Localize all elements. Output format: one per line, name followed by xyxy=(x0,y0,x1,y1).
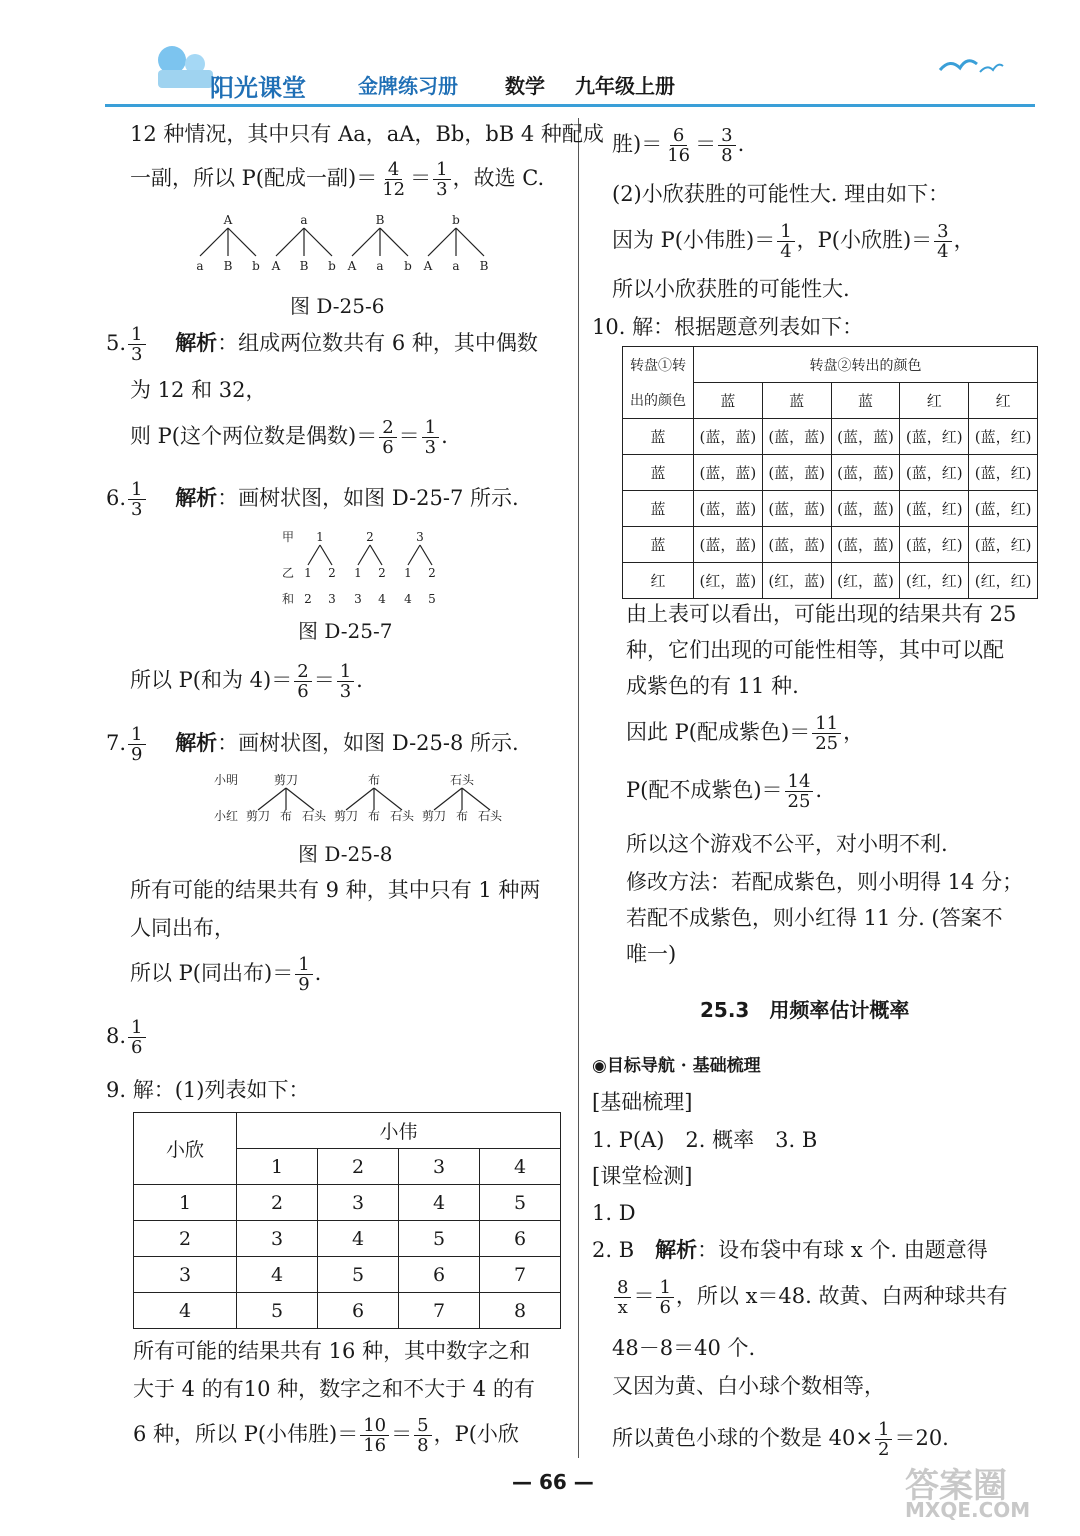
tree-leaf: b xyxy=(404,259,412,273)
tree-leaf: a xyxy=(376,259,384,273)
tree-leaf: 1 xyxy=(304,566,312,580)
table-row: 3 4 5 6 7 xyxy=(134,1257,561,1293)
tree-leaf: B xyxy=(299,259,309,273)
right-line-4: 所以小欣获胜的可能性大. xyxy=(612,277,850,301)
tree-branch xyxy=(408,545,420,565)
tree-leaf: 剪刀 xyxy=(245,809,271,823)
col-value: 3 xyxy=(399,1149,480,1185)
table-row: 红 (红，蓝) (红，蓝) (红，蓝) (红，红) (红，红) xyxy=(623,563,1038,599)
tree-leaf: 2 xyxy=(378,566,386,580)
tree-leaf: b xyxy=(328,259,336,273)
check-2: 2. B 解析：设布袋中有球 x 个. 由题意得 xyxy=(592,1238,988,1262)
tree-root: a xyxy=(300,213,308,227)
column-divider xyxy=(578,118,579,1458)
tree-branch xyxy=(276,228,304,256)
tree-root: 剪刀 xyxy=(273,773,299,787)
q10-para-9: 唯一) xyxy=(626,942,677,966)
answers-basic: 1. P(A) 2. 概率 3. B xyxy=(592,1128,818,1152)
sum-value: 4 xyxy=(404,592,412,606)
table-row: 蓝 (蓝，蓝) (蓝，蓝) (蓝，蓝) (蓝，红) (蓝，红) xyxy=(623,455,1038,491)
col-value: 2 xyxy=(318,1149,399,1185)
page-number: — 66 — xyxy=(512,1470,594,1494)
q5-line-2: 为 12 和 32， xyxy=(130,378,267,402)
book-title: 金牌练习册 xyxy=(358,74,458,98)
q9-line-3: 6 种，所以 P(小伟胜)＝ $\frac{10}{16}$ ＝ $\frac{5}{8}$ ，P(小欣 xyxy=(133,1415,519,1456)
tag-check: [课堂检测] xyxy=(592,1164,693,1188)
watermark-logo: 答案圈 xyxy=(905,1466,1007,1506)
row-label: 甲 xyxy=(281,530,295,544)
nav-heading: ◉目标导航 · 基础梳理 xyxy=(592,1056,761,1076)
tree-root: 布 xyxy=(367,773,381,787)
tree-leaf: a xyxy=(452,259,460,273)
tree-root: 3 xyxy=(416,530,424,544)
right-line-3: 因为 P(小伟胜)＝ $\frac{1}{4}$ ，P(小欣胜)＝ $\frac{3}{4}$ ， xyxy=(612,221,975,262)
col-header: 小伟 xyxy=(237,1113,561,1149)
subject: 数学 xyxy=(505,74,545,98)
q10-para-2: 种，它们出现的可能性相等，其中可以配 xyxy=(626,638,1004,662)
q10-para-5: P(配不成紫色)＝ $\frac{14}{25}$ . xyxy=(626,771,823,812)
tree-branch xyxy=(200,228,228,256)
row-label: 乙 xyxy=(281,566,295,580)
tree-leaf: A xyxy=(423,259,433,273)
q10-para-7: 修改方法：若配成紫色，则小明得 14 分； xyxy=(626,870,1024,894)
tree-branch xyxy=(320,545,332,565)
tree-leaf: A xyxy=(271,259,281,273)
left-line-2: 一副，所以 P(配成一副)＝ $\frac{4}{12}$ ＝ $\frac{1}{3}$ ，故选 C. xyxy=(130,159,545,200)
tree-leaf: a xyxy=(196,259,204,273)
tree-root: 石头 xyxy=(449,773,475,787)
tree-branch xyxy=(380,228,408,256)
tree-diagram-d-25-8 xyxy=(212,772,502,827)
row-label: 小明 xyxy=(213,773,239,787)
tree-branch xyxy=(228,228,256,256)
q10-para-4: 因此 P(配成紫色)＝ $\frac{11}{25}$ ， xyxy=(626,713,865,754)
tree-leaf: 1 xyxy=(404,566,412,580)
tree-branch xyxy=(434,788,462,810)
tree-root: B xyxy=(375,213,385,227)
check-2-line-3: 48－8＝40 个. xyxy=(612,1336,756,1360)
q6-line-1: 6. $\frac{1}{3}$ 解析：画树状图，如图 D-25-7 所示. xyxy=(106,479,519,520)
check-2-line-4: 又因为黄、白小球个数相等， xyxy=(612,1374,885,1398)
col-value: 4 xyxy=(480,1149,561,1185)
tree-diagram-d-25-7 xyxy=(278,525,458,610)
sum-table xyxy=(133,1112,561,1329)
tree-leaf: 石头 xyxy=(301,809,327,823)
section-title: 25.3 用频率估计概率 xyxy=(700,998,910,1022)
tree-leaf: 布 xyxy=(279,809,293,823)
q7-line-4: 所以 P(同出布)＝ $\frac{1}{9}$ . xyxy=(130,954,322,995)
tree-branch xyxy=(462,788,490,810)
q10-title: 10. 解：根据题意列表如下： xyxy=(592,315,864,339)
tree-branch xyxy=(358,545,370,565)
table-row: 蓝 (蓝，蓝) (蓝，蓝) (蓝，蓝) (蓝，红) (蓝，红) xyxy=(623,491,1038,527)
q9-line-1: 所有可能的结果共有 16 种，其中数字之和 xyxy=(133,1339,531,1363)
tree-leaf: B xyxy=(479,259,489,273)
color-table: 转盘①转 转盘②转出的颜色 出的颜色 蓝 蓝 蓝 红 红 蓝 (蓝，蓝) (蓝，蓝) (蓝，蓝) (蓝，红) (蓝，红) 蓝 (蓝，蓝) (蓝，蓝) (蓝，蓝) (蓝，红) (蓝，红) 蓝 (蓝，蓝) (蓝，蓝) (蓝，蓝) (蓝，红) (蓝，红) 蓝 (蓝，蓝) (蓝，蓝) (蓝，蓝) (蓝，红) (蓝，红) 红 (红，蓝) (红，蓝) (红，蓝) (红，红) (红，红) xyxy=(622,346,1038,599)
tree-branch xyxy=(308,545,320,565)
row-header: 小欣 xyxy=(134,1113,237,1185)
tree-branch xyxy=(258,788,286,810)
table-row: 4 5 6 7 8 xyxy=(134,1293,561,1329)
table-row: 蓝 (蓝，蓝) (蓝，蓝) (蓝，蓝) (蓝，红) (蓝，红) xyxy=(623,527,1038,563)
q7-line-2: 所有可能的结果共有 9 种，其中只有 1 种两 xyxy=(130,878,541,902)
tree-branch xyxy=(286,788,314,810)
sum-value: 5 xyxy=(428,592,436,606)
sum-value: 4 xyxy=(378,592,386,606)
target-icon: ◉ xyxy=(592,1056,607,1076)
row-label: 和 xyxy=(281,592,295,606)
table-row: 蓝 (蓝，蓝) (蓝，蓝) (蓝，蓝) (蓝，红) (蓝，红) xyxy=(623,419,1038,455)
tree-leaf: 剪刀 xyxy=(333,809,359,823)
check-2-line-5: 所以黄色小球的个数是 40× $\frac{1}{2}$ ＝20. xyxy=(612,1419,949,1460)
q5-line-1: 5. $\frac{1}{3}$ 解析：组成两位数共有 6 种，其中偶数 xyxy=(106,324,538,365)
tree-leaf: 石头 xyxy=(477,809,502,823)
tree-leaf: b xyxy=(252,259,260,273)
figure-caption-6: 图 D-25-6 xyxy=(290,294,385,318)
q10-para-6: 所以这个游戏不公平，对小明不利. xyxy=(626,832,948,856)
tree-root: 1 xyxy=(316,530,324,544)
q9-title: 9. 解：(1)列表如下： xyxy=(106,1078,310,1102)
tree-diagram-d-25-6 xyxy=(190,210,500,275)
tree-leaf: 布 xyxy=(367,809,381,823)
tree-branch xyxy=(374,788,402,810)
check-2-eq: $\frac{8}{x}$ ＝ $\frac{1}{6}$ ，所以 x＝48. 故黄、白两种球共有 xyxy=(612,1278,1008,1317)
table-corner-1: 转盘①转 xyxy=(623,347,694,383)
q8: 8. $\frac{1}{6}$ xyxy=(106,1018,148,1057)
q5-line-3: 则 P(这个两位数是偶数)＝ $\frac{2}{6}$ ＝ $\frac{1}{3}$ . xyxy=(130,417,448,458)
birds-icon xyxy=(935,50,1005,84)
tree-leaf: 石头 xyxy=(389,809,415,823)
q7-line-1: 7. $\frac{1}{9}$ 解析：画树状图，如图 D-25-8 所示. xyxy=(106,724,519,765)
tree-branch xyxy=(420,545,432,565)
tree-leaf: A xyxy=(347,259,357,273)
right-line-2: (2)小欣获胜的可能性大. 理由如下： xyxy=(612,182,950,206)
sum-value: 2 xyxy=(304,592,312,606)
tree-branch xyxy=(456,228,484,256)
table-row: 1 2 3 4 5 xyxy=(134,1185,561,1221)
right-line-1: 胜)＝ $\frac{6}{16}$ ＝ $\frac{3}{8}$ . xyxy=(612,125,745,166)
left-line-1: 12 种情况，其中只有 Aa，aA，Bb，bB 4 种配成 xyxy=(130,122,604,146)
table-header: 转盘②转出的颜色 xyxy=(694,347,1038,383)
tree-branch xyxy=(304,228,332,256)
tree-root: A xyxy=(223,213,233,227)
series-title: 阳光课堂 xyxy=(210,74,306,102)
row-label: 小红 xyxy=(213,809,239,823)
tree-leaf: 布 xyxy=(455,809,469,823)
q6-conclusion: 所以 P(和为 4)＝ $\frac{2}{6}$ ＝ $\frac{1}{3}$ . xyxy=(130,661,363,702)
q10-para-8: 若配不成紫色，则小红得 11 分. (答案不 xyxy=(626,906,1003,930)
tree-leaf: B xyxy=(223,259,233,273)
tree-leaf: 1 xyxy=(354,566,362,580)
sum-value: 3 xyxy=(354,592,362,606)
q10-para-1: 由上表可以看出，可能出现的结果共有 25 xyxy=(626,602,1017,626)
tree-leaf: 剪刀 xyxy=(421,809,447,823)
tree-branch xyxy=(370,545,382,565)
q9-line-2: 大于 4 的有10 种，数字之和不大于 4 的有 xyxy=(133,1377,535,1401)
check-1: 1. D xyxy=(592,1201,636,1225)
tree-branch xyxy=(346,788,374,810)
tree-branch xyxy=(428,228,456,256)
table-corner-2: 出的颜色 xyxy=(623,383,694,419)
q10-para-3: 成紫色的有 11 种. xyxy=(626,674,799,698)
col-value: 1 xyxy=(237,1149,318,1185)
tree-branch xyxy=(352,228,380,256)
table-row: 2 3 4 5 6 xyxy=(134,1221,561,1257)
grade: 九年级上册 xyxy=(575,74,675,98)
figure-caption-7: 图 D-25-7 xyxy=(298,619,393,643)
tree-root: b xyxy=(452,213,460,227)
tree-root: 2 xyxy=(366,530,374,544)
figure-caption-8: 图 D-25-8 xyxy=(298,842,393,866)
tree-leaf: 2 xyxy=(428,566,436,580)
watermark-url: MXQE.COM xyxy=(905,1498,1031,1522)
sum-value: 3 xyxy=(328,592,336,606)
q7-line-3: 人同出布， xyxy=(130,916,235,940)
tag-basic: [基础梳理] xyxy=(592,1090,693,1114)
tree-leaf: 2 xyxy=(328,566,336,580)
